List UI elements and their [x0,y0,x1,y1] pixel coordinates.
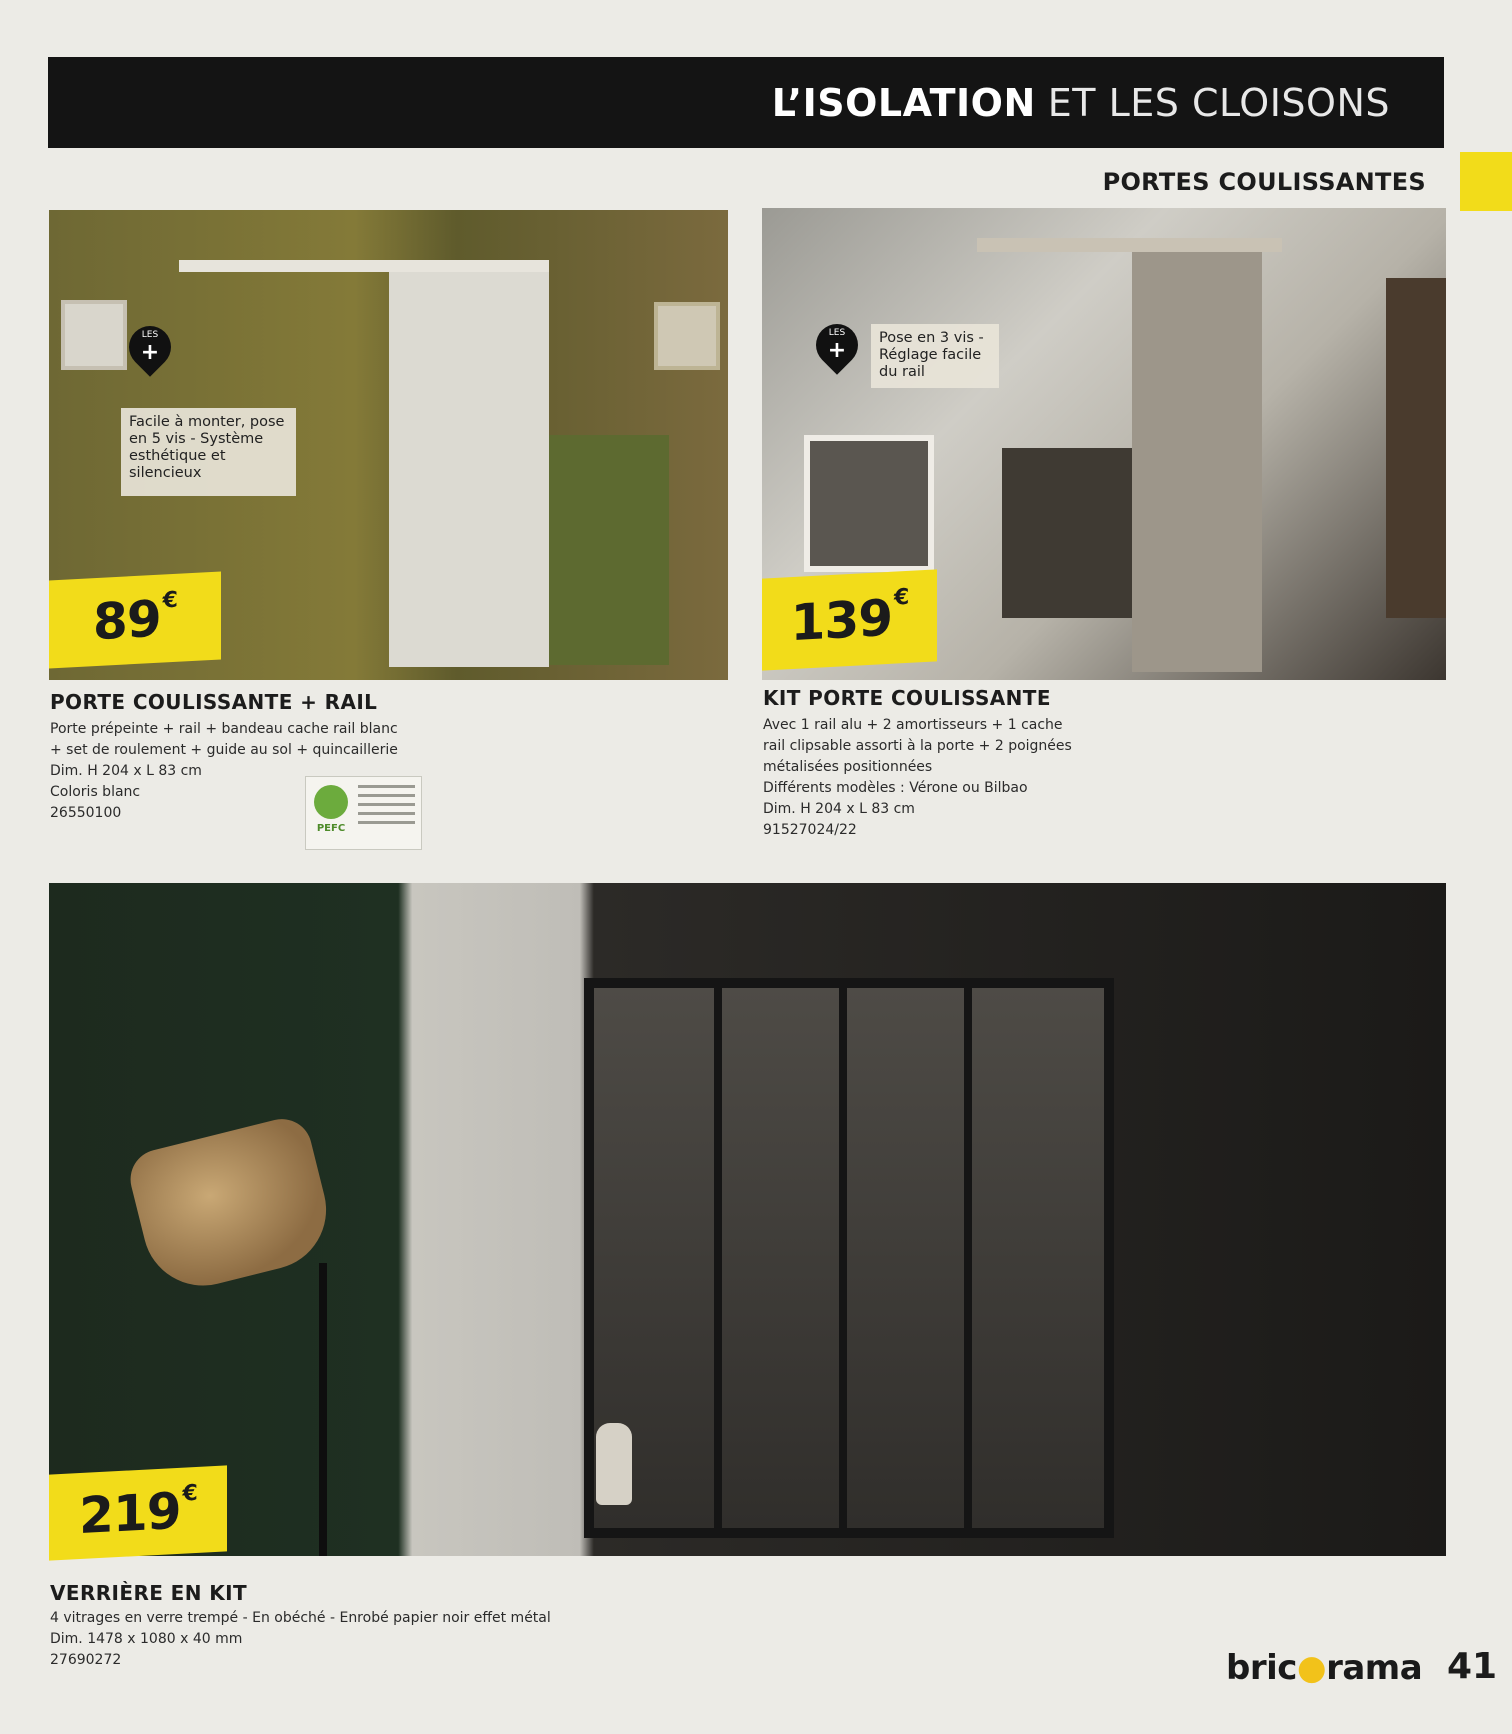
pin-label: LES [828,328,846,338]
product-title: VERRIÈRE EN KIT [50,1581,248,1605]
bed [1002,448,1132,618]
rail [179,260,549,272]
desc-line: Dim. H 204 x L 83 cm [50,763,202,779]
price-tag [49,571,221,668]
currency: € [894,584,909,611]
lamp-shade [124,1113,339,1298]
feature-callout: Facile à monter, pose en 5 vis - Système esthétique et silencieux [121,408,296,496]
product-photo-verriere [49,883,1446,1556]
currency: € [162,587,177,614]
section-title-light: ET LES CLOISONS [1047,80,1390,125]
pefc-tree-icon [314,785,348,819]
product-reference: 26550100 [50,805,122,821]
yellow-tab [1460,152,1512,211]
rail [977,238,1282,252]
desc-line: Différents modèles : Vérone ou Bilbao [763,780,1028,796]
pin-label: LES [141,330,159,340]
desc-line: Porte prépeinte + rail + bandeau cache rail blanc [50,721,398,737]
price-tag [762,569,937,670]
feature-callout: Pose en 3 vis - Réglage facile du rail [871,324,999,388]
desc-line: Avec 1 rail alu + 2 amortisseurs + 1 cache [763,717,1063,733]
plus-icon: + [827,338,847,363]
wall-frame [61,300,127,370]
poster [804,435,934,572]
wall-panel [549,435,669,665]
plus-icon: + [140,340,160,365]
product-title: PORTE COULISSANTE + RAIL [50,690,378,714]
lamp-pole [319,1263,327,1556]
product-description [763,715,1163,841]
section-title-bold: L’ISOLATION [771,80,1036,125]
door [1132,252,1262,672]
desc-line: Dim. 1478 x 1080 x 40 mm [50,1631,243,1647]
desc-line: 4 vitrages en verre trempé - En obéché - Enrobé papier noir effet métal [50,1610,551,1626]
pefc-text: PEFC [316,823,346,834]
desc-line: métalisées positionnées [763,759,933,775]
price-value: 219 [79,1481,181,1546]
desc-line: Coloris blanc [50,784,141,800]
door [389,272,549,667]
wall-frame [654,302,720,370]
price-value: 89 [93,589,161,652]
price-tag [49,1465,227,1560]
pefc-label [305,776,422,850]
subsection-title: PORTES COULISSANTES [1102,168,1426,196]
vase [596,1423,632,1505]
brand-logo: bric●rama [1226,1648,1423,1688]
product-title: KIT PORTE COULISSANTE [763,686,1051,710]
currency: € [182,1480,197,1507]
desc-line: rail clipsable assorti à la porte + 2 poignées [763,738,1072,754]
desc-line: Dim. H 204 x L 83 cm [763,801,915,817]
desc-line: + set de roulement + guide au sol + quincaillerie [50,742,398,758]
ceiling-beam [1386,278,1446,618]
pefc-fine-print [358,785,415,830]
product-reference: 91527024/22 [763,822,857,838]
price-value: 139 [790,588,893,653]
page-number: 41 [1447,1646,1498,1687]
section-header [48,57,1444,148]
product-reference: 27690272 [50,1652,122,1668]
glass-partition [584,978,1114,1538]
brand-dot-icon: ● [1296,1648,1327,1688]
product-description [50,1608,670,1671]
